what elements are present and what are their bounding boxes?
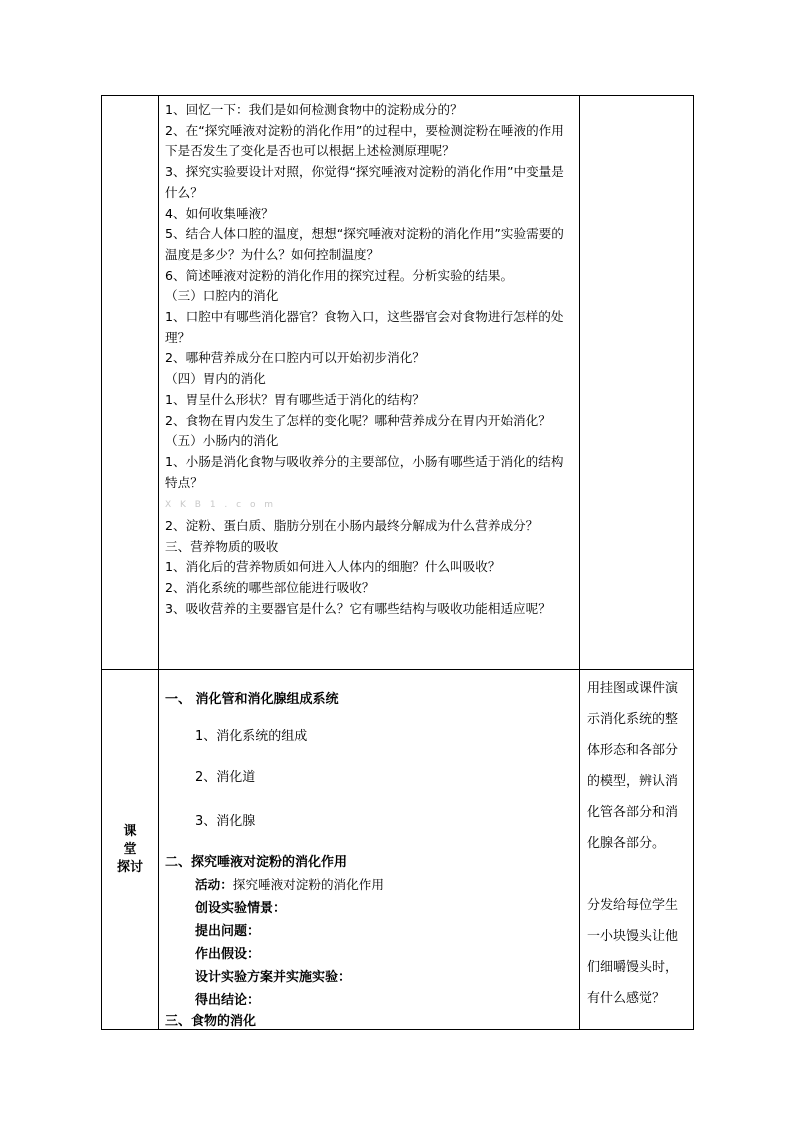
question-line: 3、吸收营养的主要器官是什么？它有哪些结构与吸收功能相适应呢？ [165, 600, 551, 616]
row-label-cell [102, 670, 159, 1030]
question-text: 1、小肠是消化食物与吸收养分的主要部位，小肠有哪些适于消化的结构特点？ [165, 453, 564, 490]
question-line: 1、胃呈什么形状？胃有哪些适于消化的结构？ [165, 391, 425, 407]
activity-line [165, 874, 575, 893]
step-item: 设计实验方案并实施实验： [195, 970, 352, 985]
section-heading: 三、营养物质的吸收 [165, 538, 279, 554]
question-line: 2、消化系统的哪些部位能进行吸收？ [165, 580, 375, 596]
table-row [102, 96, 694, 670]
list-item: 1、消化系统的组成 [195, 729, 308, 744]
activity-label: 活动： [195, 877, 233, 892]
empty-notes-cell [580, 96, 694, 670]
question-line: 2、在“探究唾液对淀粉的消化作用”的过程中，要检测淀粉在唾液的作用下是否发生了变化是否也可以根据上述检测原理呢？ [165, 122, 564, 159]
section-heading: 三、食物的消化 [165, 1014, 257, 1029]
lesson-plan-table [101, 95, 694, 1030]
question-line: 2、哪种营养成分在口腔内可以开始初步消化？ [165, 350, 425, 366]
section-heading: 二、探究唾液对淀粉的消化作用 [165, 855, 348, 870]
subsection-heading: （三）口腔内的消化 [165, 288, 279, 304]
teaching-note: 分发给每位学生一小块馒头让他们细嚼馒头时，有什么感觉？ [587, 898, 679, 1006]
question-line: 1、消化后的营养物质如何进入人体内的细胞？什么叫吸收？ [165, 559, 501, 575]
content-cell [159, 670, 580, 1030]
row-label-line2: 探讨 [116, 859, 143, 875]
question-line [165, 452, 575, 516]
question-line: 5、结合人体口腔的温度，想想“探究唾液对淀粉的消化作用”实验需要的温度是多少？为什么？如何控制温度？ [165, 226, 564, 262]
step-item: 得出结论： [195, 993, 261, 1008]
list-item: 3、消化腺 [195, 814, 256, 829]
table-row [102, 670, 694, 1030]
list-item: 2、消化道 [195, 770, 256, 785]
watermark: X K B 1 . c o m [165, 500, 277, 511]
row-label-line1: 课堂 [123, 823, 151, 857]
questions-cell [159, 96, 580, 670]
empty-label-cell [102, 96, 159, 670]
question-line: 1、回忆一下：我们是如何检测食物中的淀粉成分的？ [165, 102, 463, 117]
section-heading: 一、 消化管和消化腺组成系统 [165, 692, 339, 707]
step-item: 创设实验情景： [195, 901, 287, 916]
step-item: 提出问题： [195, 924, 261, 939]
subsection-heading: （五）小肠内的消化 [165, 433, 279, 449]
question-line: 2、食物在胃内发生了怎样的变化呢？哪种营养成分在胃内开始消化？ [165, 412, 551, 428]
subsection-heading: （四）胃内的消化 [165, 371, 266, 387]
question-line: 4、如何收集唾液？ [165, 205, 274, 221]
notes-cell [580, 670, 694, 1030]
step-item: 作出假设： [195, 947, 261, 962]
question-line: 1、口腔中有哪些消化器官？食物入口，这些器官会对食物进行怎样的处理？ [165, 309, 564, 345]
question-line: 2、淀粉、蛋白质、脂肪分别在小肠内最终分解成为什么营养成分？ [165, 518, 539, 534]
question-line: 3、探究实验要设计对照，你觉得“探究唾液对淀粉的消化作用”中变量是什么？ [165, 164, 564, 200]
activity-text: 探究唾液对淀粉的消化作用 [232, 877, 384, 892]
teaching-note: 用挂图或课件演示消化系统的整体形态和各部分的模型，辨认消化管各部分和消化腺各部分。 [587, 681, 679, 851]
question-line: 6、简述唾液对淀粉的消化作用的探究过程。分析实验的结果。 [165, 267, 514, 283]
